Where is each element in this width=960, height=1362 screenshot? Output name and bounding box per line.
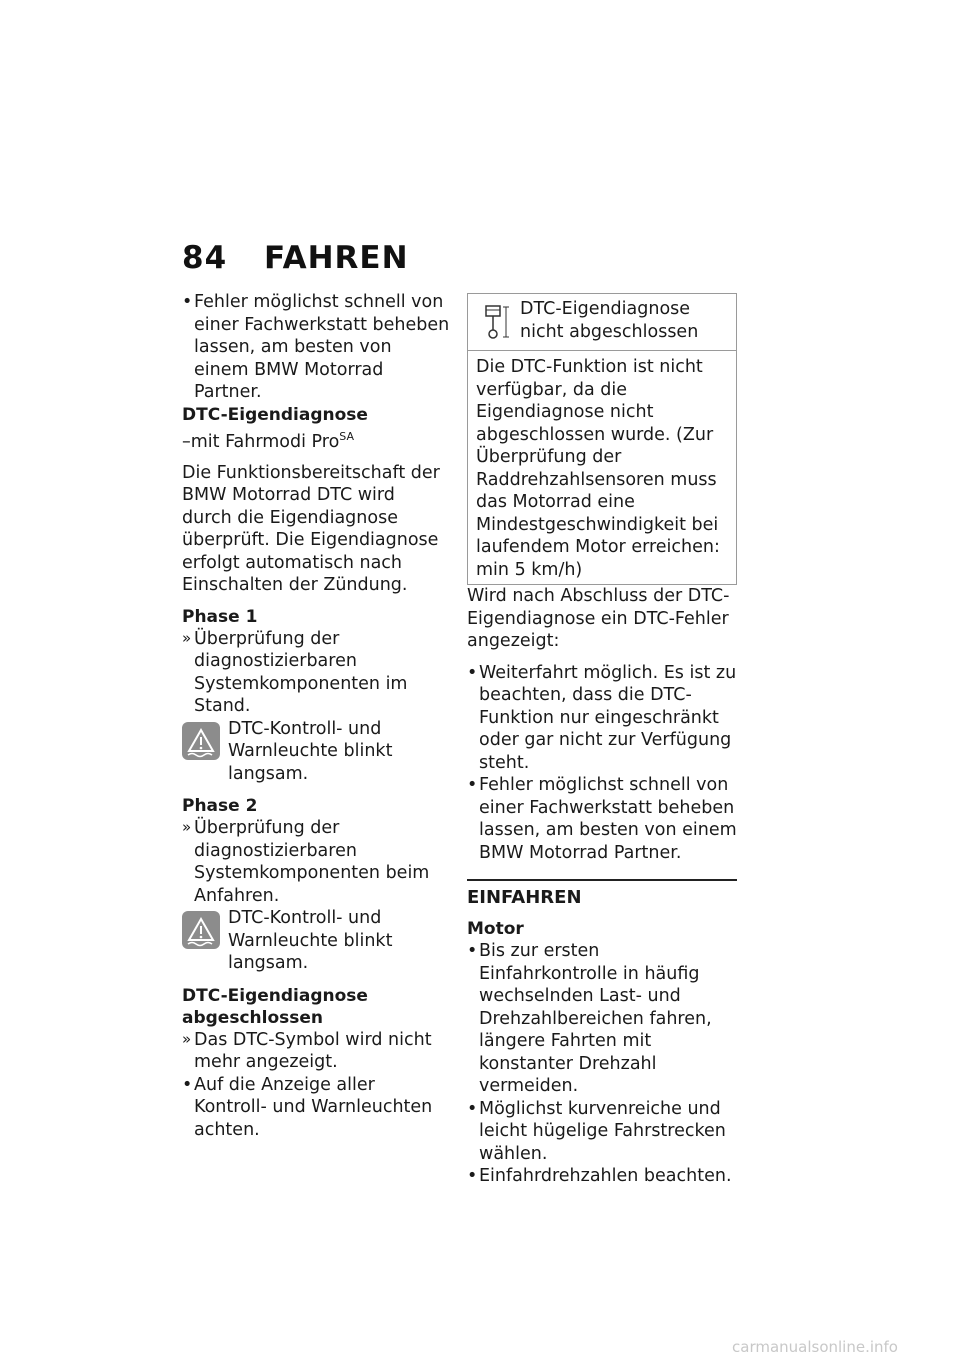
traction-warning-icon (182, 722, 220, 760)
done-step: » Das DTC-Symbol wird nicht mehr angezeigt. (182, 1029, 450, 1074)
phase1-title: Phase 1 (182, 606, 258, 627)
traction-warning-icon (182, 911, 220, 949)
bullet-item: • Möglichst kurvenreiche und leicht hügelige Fahrstrecken wählen. (467, 1098, 737, 1166)
dtc-subheading (182, 426, 450, 453)
dtc-heading: DTC-Eigendiagnose (182, 404, 368, 425)
piston-icon (482, 304, 512, 340)
bullet-item: • Fehler möglichst schnell von einer Fachwerkstatt beheben lassen, am besten von einem BMW Motorrad Partner. (182, 291, 450, 404)
right-column (467, 293, 737, 1188)
section-divider (467, 879, 737, 881)
phase2-light-note (182, 907, 450, 975)
phase2-step: » Überprüfung der diagnostizierbaren Systemkomponenten beim Anfahren. (182, 817, 450, 907)
section-title: EINFAHREN (467, 887, 582, 908)
bullet-item: • Auf die Anzeige aller Kontroll- und Warnleuchten achten. (182, 1074, 450, 1142)
done-heading: DTC-Eigendiagnose abgeschlossen (182, 985, 368, 1028)
phase1-light-note (182, 718, 450, 786)
bullet-item: • Einfahrdrehzahlen beachten. (467, 1165, 737, 1188)
phase2-title: Phase 2 (182, 796, 258, 817)
bullet-item: • Fehler möglichst schnell von einer Fachwerkstatt beheben lassen, am besten von einem BMW Motorrad Partner. (467, 774, 737, 864)
dtc-subheading-text: –mit Fahrmodi Pro (182, 431, 340, 452)
page-number: 84 (182, 240, 228, 276)
motor-heading: Motor (467, 919, 524, 939)
dtc-paragraph: Die Funktionsbereitschaft der BMW Motorrad DTC wird durch die Eigendiagnose überprüft. Die Eigendiagnose erfolgt automatisch nach Einschalten der Zündung. (182, 462, 440, 596)
after-paragraph: Wird nach Abschluss der DTC-Eigendiagnose ein DTC-Fehler angezeigt: (467, 586, 730, 651)
phase1-step: » Überprüfung der diagnostizierbaren Systemkomponenten im Stand. (182, 628, 450, 718)
page-header (182, 240, 409, 276)
notice-header (468, 294, 736, 351)
notice-body: Die DTC-Funktion ist nicht verfügbar, da die Eigendiagnose nicht abgeschlossen wurde. (Zur Überprüfung der Raddrehzahlsensoren muss das Motorrad eine Mindestgeschwindigkeit bei laufendem Motor erreichen: min 5 km/h) (476, 357, 720, 580)
sa-superscript: SA (339, 429, 355, 443)
notice-title: DTC-Eigendiagnose nicht abgeschlossen (520, 299, 699, 342)
chapter-title: FAHREN (264, 240, 409, 276)
bullet-item: • Bis zur ersten Einfahrkontrolle in häufig wechselnden Last- und Drehzahlbereichen fahren, längere Fahrten mit konstanter Drehzahl vermeiden. (467, 940, 737, 1098)
notice-box (467, 293, 737, 585)
phase2-light-text: DTC-Kontroll- und Warnleuchte blinkt langsam. (228, 908, 393, 974)
bullet-item: • Weiterfahrt möglich. Es ist zu beachten, dass die DTC-Funktion nur eingeschränkt oder gar nicht zur Verfügung steht. (467, 662, 737, 775)
phase1-light-text: DTC-Kontroll- und Warnleuchte blinkt langsam. (228, 718, 393, 784)
watermark: carmanualsonline.info (732, 1338, 898, 1356)
left-column (182, 291, 450, 1141)
